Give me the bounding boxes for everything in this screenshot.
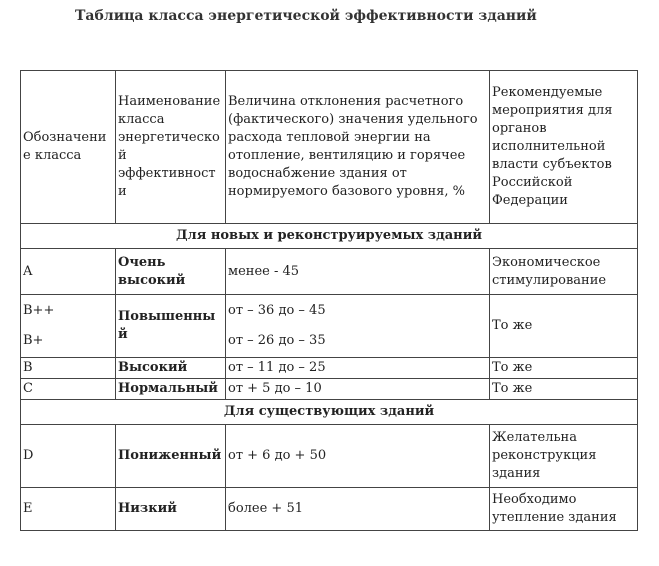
class-name-b: Высокий <box>116 358 226 379</box>
deviation-b-plus-group <box>226 295 490 358</box>
deviation-b: от – 11 до – 25 <box>226 358 490 379</box>
section-row-existing <box>21 400 638 425</box>
header-class-name: Наименование класса энергетической эффективности <box>116 71 226 224</box>
table-row <box>21 488 638 531</box>
deviation-bp: от – 26 до – 35 <box>228 333 326 348</box>
header-measures: Рекомендуемые мероприятия для органов исполнительной власти субъектов Российской Федерации <box>490 71 638 224</box>
table-row <box>21 295 638 358</box>
table-row <box>21 379 638 400</box>
class-code-c: C <box>21 379 116 400</box>
class-code-b-plus-group <box>21 295 116 358</box>
page-title: Таблица класса энергетической эффективности зданий <box>75 8 537 24</box>
class-code-e: E <box>21 488 116 531</box>
measure-b-plus-group: То же <box>490 295 638 358</box>
table-row <box>21 358 638 379</box>
class-name-e: Низкий <box>116 488 226 531</box>
class-code-d: D <box>21 425 116 488</box>
deviation-bpp: от – 36 до – 45 <box>228 303 326 318</box>
section-row-new <box>21 224 638 249</box>
deviation-e: более + 51 <box>226 488 490 531</box>
measure-c: То же <box>490 379 638 400</box>
section-existing-buildings: Для существующих зданий <box>21 400 638 425</box>
measure-b: То же <box>490 358 638 379</box>
table-row <box>21 249 638 295</box>
deviation-a: менее - 45 <box>226 249 490 295</box>
measure-e: Необходимо утепление здания <box>490 488 638 531</box>
measure-a: Экономическое стимулирование <box>490 249 638 295</box>
deviation-c: от + 5 до – 10 <box>226 379 490 400</box>
section-new-buildings: Для новых и реконструируемых зданий <box>21 224 638 249</box>
class-name-c: Нормальный <box>116 379 226 400</box>
class-name-b-plus-group: Повышенный <box>116 295 226 358</box>
energy-efficiency-table <box>20 70 638 531</box>
measure-d: Желательна реконструкция здания <box>490 425 638 488</box>
header-deviation: Величина отклонения расчетного (фактического) значения удельного расхода тепловой энергии на отопление, вентиляцию и горячее водоснабжение здания от нормируемого базового уровня, % <box>226 71 490 224</box>
table-row <box>21 425 638 488</box>
header-class-designation: Обозначение класса <box>21 71 116 224</box>
class-code-bp: B+ <box>23 333 44 348</box>
class-code-bpp: B++ <box>23 303 55 318</box>
class-code-b: B <box>21 358 116 379</box>
class-code-a: A <box>21 249 116 295</box>
class-name-a: Очень высокий <box>116 249 226 295</box>
deviation-d: от + 6 до + 50 <box>226 425 490 488</box>
class-name-d: Пониженный <box>116 425 226 488</box>
header-row <box>21 71 638 224</box>
